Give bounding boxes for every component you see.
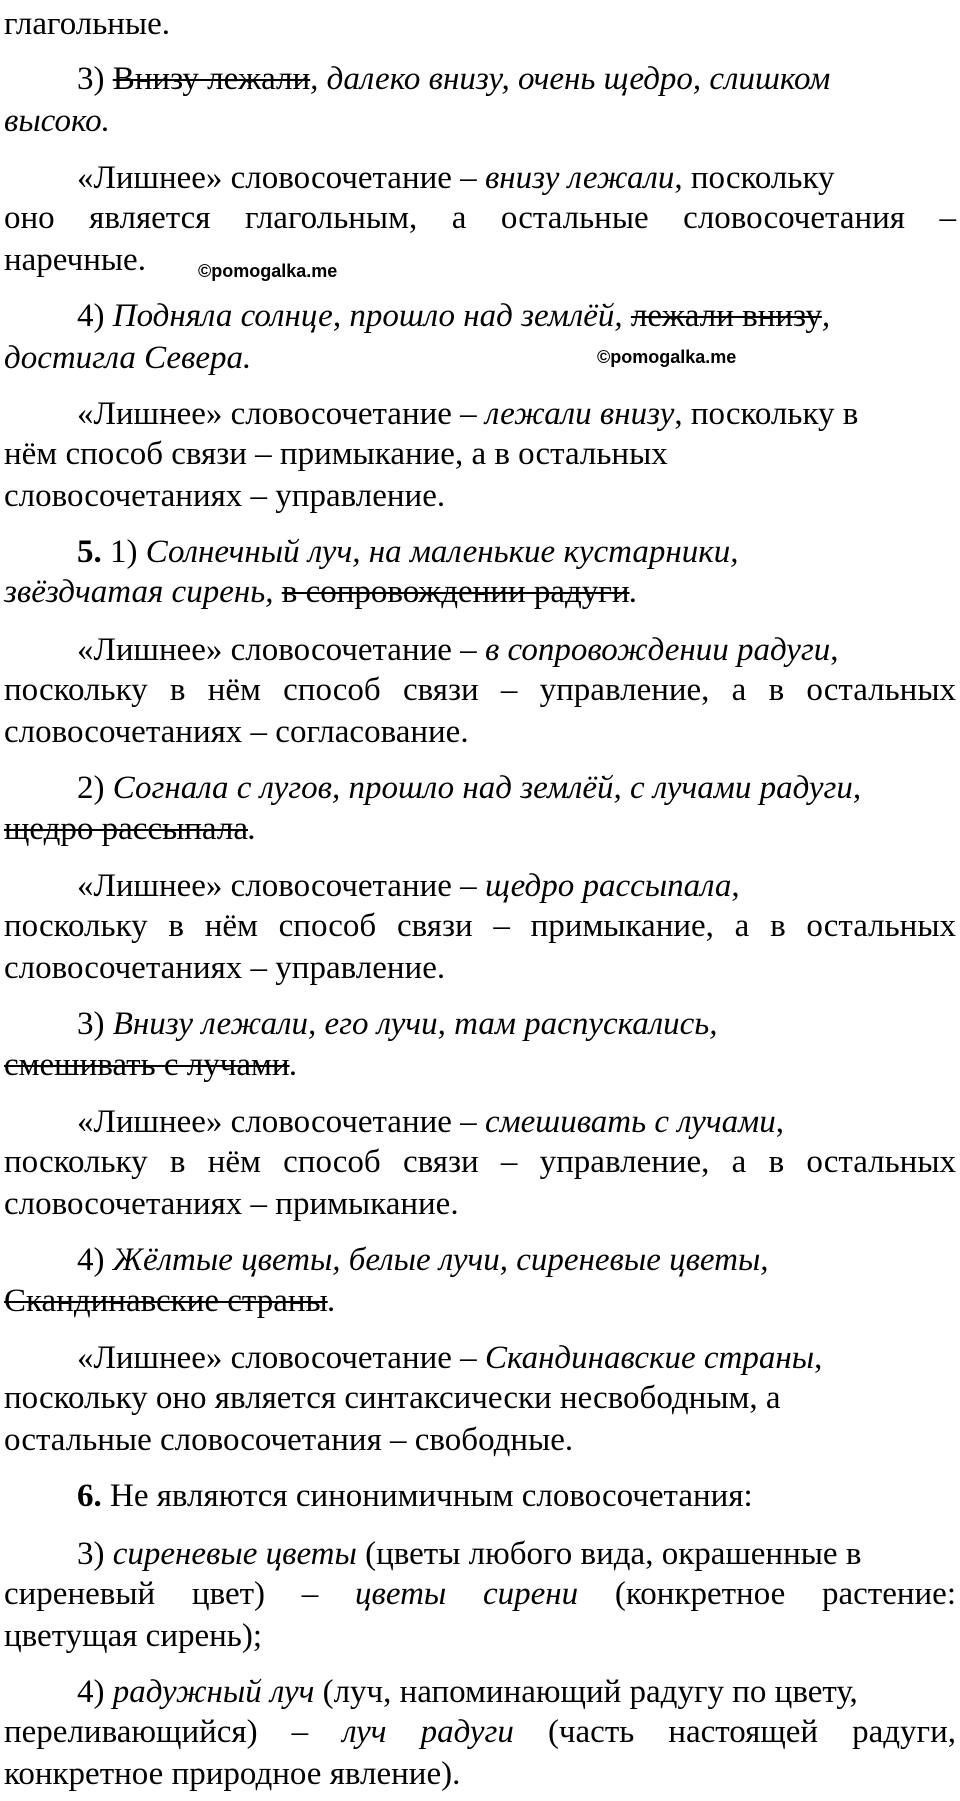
text-run: 4) [77, 1242, 113, 1278]
text-run: внизу лежали [484, 160, 675, 196]
text-run: сиреневые цветы [112, 1536, 357, 1572]
text-line [77, 1476, 753, 1517]
text-line [4, 4, 170, 45]
text-line [4, 572, 638, 613]
text-run: «Лишнее» словосочетание – [77, 1104, 485, 1140]
text-run: 1) [101, 534, 146, 570]
text-run: Внизу лежали [112, 61, 311, 97]
text-run: Не являются синонимичным словосочетания: [101, 1478, 753, 1514]
text-run: луч радуги [342, 1714, 514, 1750]
text-run: наречные. [4, 242, 146, 278]
text-run: «Лишнее» словосочетание – [77, 868, 485, 904]
text-line [77, 1338, 822, 1379]
text-run: «Лишнее» словосочетание – [77, 160, 485, 196]
text-run: 2) [77, 770, 113, 806]
text-line [4, 948, 445, 989]
text-run: Жёлтые цветы, белые лучи, сиреневые цветы, [112, 1242, 769, 1278]
text-run: 6. [77, 1478, 102, 1514]
text-run: в сопровождении радуги [484, 632, 831, 668]
text-run: поскольку оно является синтаксически несвободным, а [4, 1380, 781, 1416]
text-run: Согнала с лугов, прошло над землёй, с лучами радуги, [112, 770, 862, 806]
text-line [77, 1004, 718, 1045]
text-run: , [731, 868, 740, 904]
text-run: смешивать с лучами [484, 1104, 776, 1140]
text-run: высоко. [4, 103, 110, 139]
text-line [4, 1281, 336, 1322]
text-run: глагольные. [4, 6, 170, 42]
text-run: Скандинавские страны [4, 1283, 328, 1319]
text-line [4, 198, 956, 239]
text-line [4, 712, 469, 753]
text-line [4, 1184, 459, 1225]
text-run: «Лишнее» словосочетание – [77, 1340, 485, 1376]
text-line [4, 1616, 262, 1657]
text-line [4, 1420, 573, 1461]
text-run: (луч, напоминающий радугу по цвету, [314, 1674, 858, 1710]
text-line [77, 768, 861, 809]
text-run: поскольку в нём способ связи – примыкание, а в остальных [4, 908, 956, 944]
text-run: . [629, 574, 638, 610]
text-run: поскольку в нём способ связи – управление, а в остальных [4, 1144, 956, 1180]
text-run: , поскольку в [674, 396, 859, 432]
text-line [4, 338, 251, 379]
text-line [77, 394, 858, 435]
text-run: лежали внизу [630, 298, 822, 334]
text-run: , [821, 298, 831, 334]
text-line [77, 1534, 861, 1575]
text-run: 4) [77, 1674, 113, 1710]
text-line [4, 240, 146, 281]
text-run: , [814, 1340, 823, 1376]
text-run: словосочетаниях – управление. [4, 478, 446, 514]
text-line [4, 906, 956, 947]
text-run: сиреневый цвет) – [4, 1576, 356, 1612]
text-run: конкретное природное явление). [4, 1756, 461, 1792]
text-run: 4) [77, 298, 113, 334]
text-run: остальные словосочетания – свободные. [4, 1422, 574, 1458]
text-line [4, 476, 445, 517]
watermark: ©pomogalka.me [597, 347, 737, 367]
text-run: поскольку в нём способ связи – управление, а в остальных [4, 672, 956, 708]
text-line [4, 1378, 781, 1419]
text-run: 3) [77, 1536, 113, 1572]
text-line [77, 1672, 858, 1713]
text-run: 5. [77, 534, 102, 570]
text-line [77, 866, 740, 907]
text-line [77, 1240, 769, 1281]
text-run: . [289, 1047, 298, 1083]
text-line [77, 158, 835, 199]
text-line [4, 1574, 956, 1615]
text-run: , далеко внизу, очень щедро, слишком [310, 61, 831, 97]
text-run: 3) [77, 61, 113, 97]
text-run: переливающийся) – [4, 1714, 343, 1750]
text-line [4, 670, 956, 711]
text-run: цветы сирени [355, 1576, 579, 1612]
text-line [4, 1712, 956, 1753]
text-run: (цветы любого вида, окрашенные в [356, 1536, 862, 1572]
text-line [4, 1754, 460, 1795]
text-run: , поскольку [674, 160, 835, 196]
text-run: «Лишнее» словосочетание – [77, 396, 485, 432]
text-line [4, 434, 668, 475]
text-run: словосочетаниях – примыкание. [4, 1186, 459, 1222]
text-run: , [775, 1104, 784, 1140]
text-run: щедро рассыпала [4, 811, 248, 847]
text-run: нём способ связи – примыкание, а в остальных [4, 436, 668, 472]
text-run: достигла Севера. [4, 340, 252, 376]
text-run: Внизу лежали, его лучи, там распускались, [112, 1006, 718, 1042]
text-run: радужный луч [112, 1674, 315, 1710]
text-line [4, 101, 110, 142]
watermark: ©pomogalka.me [198, 261, 338, 281]
text-line [4, 809, 256, 850]
text-run: в сопровождении радуги [281, 574, 630, 610]
text-run: словосочетаниях – управление. [4, 950, 446, 986]
text-line [77, 1102, 784, 1143]
text-run: Подняла солнце, прошло над землёй, [112, 298, 631, 334]
text-run: «Лишнее» словосочетание – [77, 632, 485, 668]
text-run: звёздчатая сирень, [4, 574, 282, 610]
text-run: оно является глагольным, а остальные словосочетания – [4, 200, 956, 236]
text-run: (конкретное растение: [578, 1576, 956, 1612]
text-line [77, 532, 738, 573]
text-line [77, 296, 830, 337]
text-run: . [248, 811, 257, 847]
text-line [4, 1045, 298, 1086]
text-run: цветущая сирень); [4, 1618, 262, 1654]
text-run: Солнечный луч, на маленькие кустарники, [145, 534, 739, 570]
text-run: (часть настоящей радуги, [513, 1714, 957, 1750]
text-run: . [327, 1283, 336, 1319]
text-run: лежали внизу [484, 396, 675, 432]
text-run: Скандинавские страны [484, 1340, 815, 1376]
text-line [77, 59, 830, 100]
text-run: смешивать с лучами [4, 1047, 290, 1083]
text-run: щедро рассыпала [484, 868, 732, 904]
text-line [4, 1142, 956, 1183]
text-run: 3) [77, 1006, 113, 1042]
text-run: , [830, 632, 839, 668]
text-line [77, 630, 839, 671]
text-run: словосочетаниях – согласование. [4, 714, 469, 750]
